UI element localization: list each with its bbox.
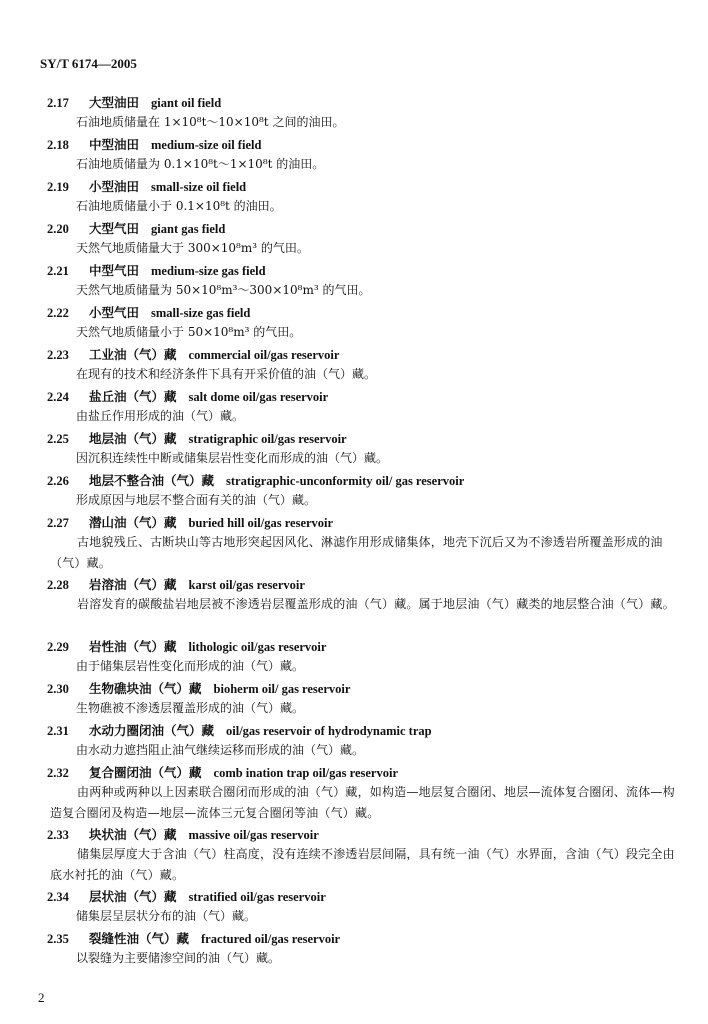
- term-heading: [47, 513, 333, 531]
- term-number: 2.19: [47, 180, 69, 194]
- term-number: 2.32: [47, 766, 69, 780]
- term-heading: [47, 929, 340, 947]
- term-definition: 天然气地质储量为 50×10⁸m³～300×10⁸m³ 的气田。: [76, 283, 371, 297]
- term-english: medium-size gas field: [151, 264, 266, 278]
- term-chinese: 中型气田: [89, 263, 140, 278]
- term-definition: 在现有的技术和经济条件下具有开采价值的油（气）藏。: [76, 367, 377, 381]
- term-chinese: 裂缝性油（气）藏: [89, 931, 190, 946]
- term-heading: [47, 135, 261, 153]
- term-english: oil/gas reservoir of hydrodynamic trap: [226, 724, 432, 738]
- term-chinese: 大型气田: [89, 221, 140, 236]
- term-definition: 生物礁被不渗透层覆盖形成的油（气）藏。: [76, 701, 305, 715]
- term-number: 2.21: [47, 264, 69, 278]
- term-heading: [47, 219, 225, 237]
- term-definition: 石油地质储量小于 0.1×10⁸t 的油田。: [76, 199, 282, 213]
- term-english: buried hill oil/gas reservoir: [188, 516, 334, 530]
- term-heading: [47, 345, 339, 363]
- term-english: fractured oil/gas reservoir: [201, 932, 341, 946]
- term-number: 2.31: [47, 724, 69, 738]
- term-chinese: 中型油田: [89, 137, 140, 152]
- term-heading: [47, 93, 221, 111]
- term-english: stratified oil/gas reservoir: [188, 890, 326, 904]
- term-definition: 由盐丘作用形成的油（气）藏。: [76, 409, 245, 423]
- term-heading: [47, 429, 347, 447]
- term-chinese: 潜山油（气）藏: [89, 515, 177, 530]
- term-definition: 石油地质储量为 0.1×10⁸t～1×10⁸t 的油田。: [76, 157, 325, 171]
- term-english: small-size oil field: [151, 180, 247, 194]
- term-heading: [47, 825, 319, 843]
- term-english: salt dome oil/gas reservoir: [188, 390, 329, 404]
- term-heading: [47, 261, 266, 279]
- term-english: stratigraphic oil/gas reservoir: [188, 432, 347, 446]
- term-number: 2.29: [47, 640, 69, 654]
- term-english: lithologic oil/gas reservoir: [188, 640, 327, 654]
- term-chinese: 岩性油（气）藏: [89, 639, 177, 654]
- term-chinese: 地层不整合油（气）藏: [89, 473, 215, 488]
- term-chinese: 地层油（气）藏: [89, 431, 177, 446]
- term-number: 2.33: [47, 828, 69, 842]
- term-definition: 由于储集层岩性变化而形成的油（气）藏。: [76, 659, 305, 673]
- term-number: 2.17: [47, 96, 69, 110]
- term-heading: [47, 575, 305, 593]
- term-english: stratigraphic-unconformity oil/ gas reservoir: [226, 474, 465, 488]
- term-heading: [47, 763, 398, 781]
- term-definition: 由两种或两种以上因素联合圈闭而形成的油（气）藏，如构造—地层复合圈闭、地层—流体复合圈闭、流体—构造复合圈闭及构造—地层—流体三元复合圈闭等油（气）藏。: [50, 785, 675, 820]
- term-definition: 储集层呈层状分布的油（气）藏。: [76, 909, 257, 923]
- term-heading: [47, 887, 326, 905]
- term-heading: [47, 679, 350, 697]
- term-english: small-size gas field: [151, 306, 251, 320]
- term-number: 2.22: [47, 306, 69, 320]
- term-definition: 储集层厚度大于含油（气）柱高度，没有连续不渗透岩层间隔，具有统一油（气）水界面，含油（气）段完全由底水衬托的油（气）藏。: [50, 847, 675, 882]
- term-english: giant oil field: [151, 96, 222, 110]
- term-number: 2.35: [47, 932, 69, 946]
- term-english: massive oil/gas reservoir: [188, 828, 319, 842]
- term-number: 2.26: [47, 474, 69, 488]
- term-number: 2.18: [47, 138, 69, 152]
- term-number: 2.24: [47, 390, 69, 404]
- term-chinese: 层状油（气）藏: [89, 889, 177, 904]
- term-chinese: 生物礁块油（气）藏: [89, 681, 202, 696]
- term-chinese: 大型油田: [89, 95, 140, 110]
- term-heading: [47, 303, 250, 321]
- term-chinese: 小型油田: [89, 179, 140, 194]
- term-definition: 形成原因与地层不整合面有关的油（气）藏。: [76, 493, 317, 507]
- term-english: commercial oil/gas reservoir: [188, 348, 340, 362]
- term-chinese: 小型气田: [89, 305, 140, 320]
- term-number: 2.27: [47, 516, 69, 530]
- term-chinese: 块状油（气）藏: [89, 827, 177, 842]
- term-chinese: 复合圈闭油（气）藏: [89, 765, 202, 780]
- term-chinese: 岩溶油（气）藏: [89, 577, 177, 592]
- term-chinese: 盐丘油（气）藏: [89, 389, 177, 404]
- term-definition: 岩溶发育的碳酸盐岩地层被不渗透岩层覆盖形成的油（气）藏。属于地层油（气）藏类的地层整合油（气）藏。: [77, 597, 675, 611]
- term-definition: 天然气地质储量大于 300×10⁸m³ 的气田。: [76, 241, 309, 255]
- term-heading: [47, 721, 432, 739]
- term-definition: 古地貌残丘、古断块山等古地形突起因风化、淋滤作用形成储集体，地壳下沉后又为不渗透岩所覆盖形成的油（气）藏。: [50, 535, 663, 570]
- term-heading: [47, 471, 464, 489]
- term-number: 2.23: [47, 348, 69, 362]
- term-definition: 天然气地质储量小于 50×10⁸m³ 的气田。: [76, 325, 302, 339]
- term-heading: [47, 177, 246, 195]
- document-header: SY/T 6174—2005: [40, 56, 137, 71]
- term-definition: 石油地质储量在 1×10⁸t～10×10⁸t 之间的油田。: [76, 115, 345, 129]
- term-number: 2.30: [47, 682, 69, 696]
- term-definition: 因沉积连续性中断或储集层岩性变化而形成的油（气）藏。: [76, 451, 389, 465]
- term-number: 2.28: [47, 578, 69, 592]
- term-english: medium-size oil field: [151, 138, 262, 152]
- term-number: 2.25: [47, 432, 69, 446]
- term-english: karst oil/gas reservoir: [188, 578, 305, 592]
- term-english: bioherm oil/ gas reservoir: [213, 682, 351, 696]
- page-number: 2: [38, 990, 45, 1005]
- term-english: giant gas field: [151, 222, 226, 236]
- term-number: 2.34: [47, 890, 69, 904]
- term-number: 2.20: [47, 222, 69, 236]
- term-heading: [47, 637, 326, 655]
- term-english: comb ination trap oil/gas reservoir: [213, 766, 398, 780]
- term-definition: 以裂缝为主要储渗空间的油（气）藏。: [76, 951, 281, 965]
- term-chinese: 工业油（气）藏: [89, 347, 177, 362]
- term-chinese: 水动力圈闭油（气）藏: [89, 723, 215, 738]
- term-definition: 由水动力遮挡阻止油气继续运移而形成的油（气）藏。: [76, 743, 365, 757]
- term-heading: [47, 387, 328, 405]
